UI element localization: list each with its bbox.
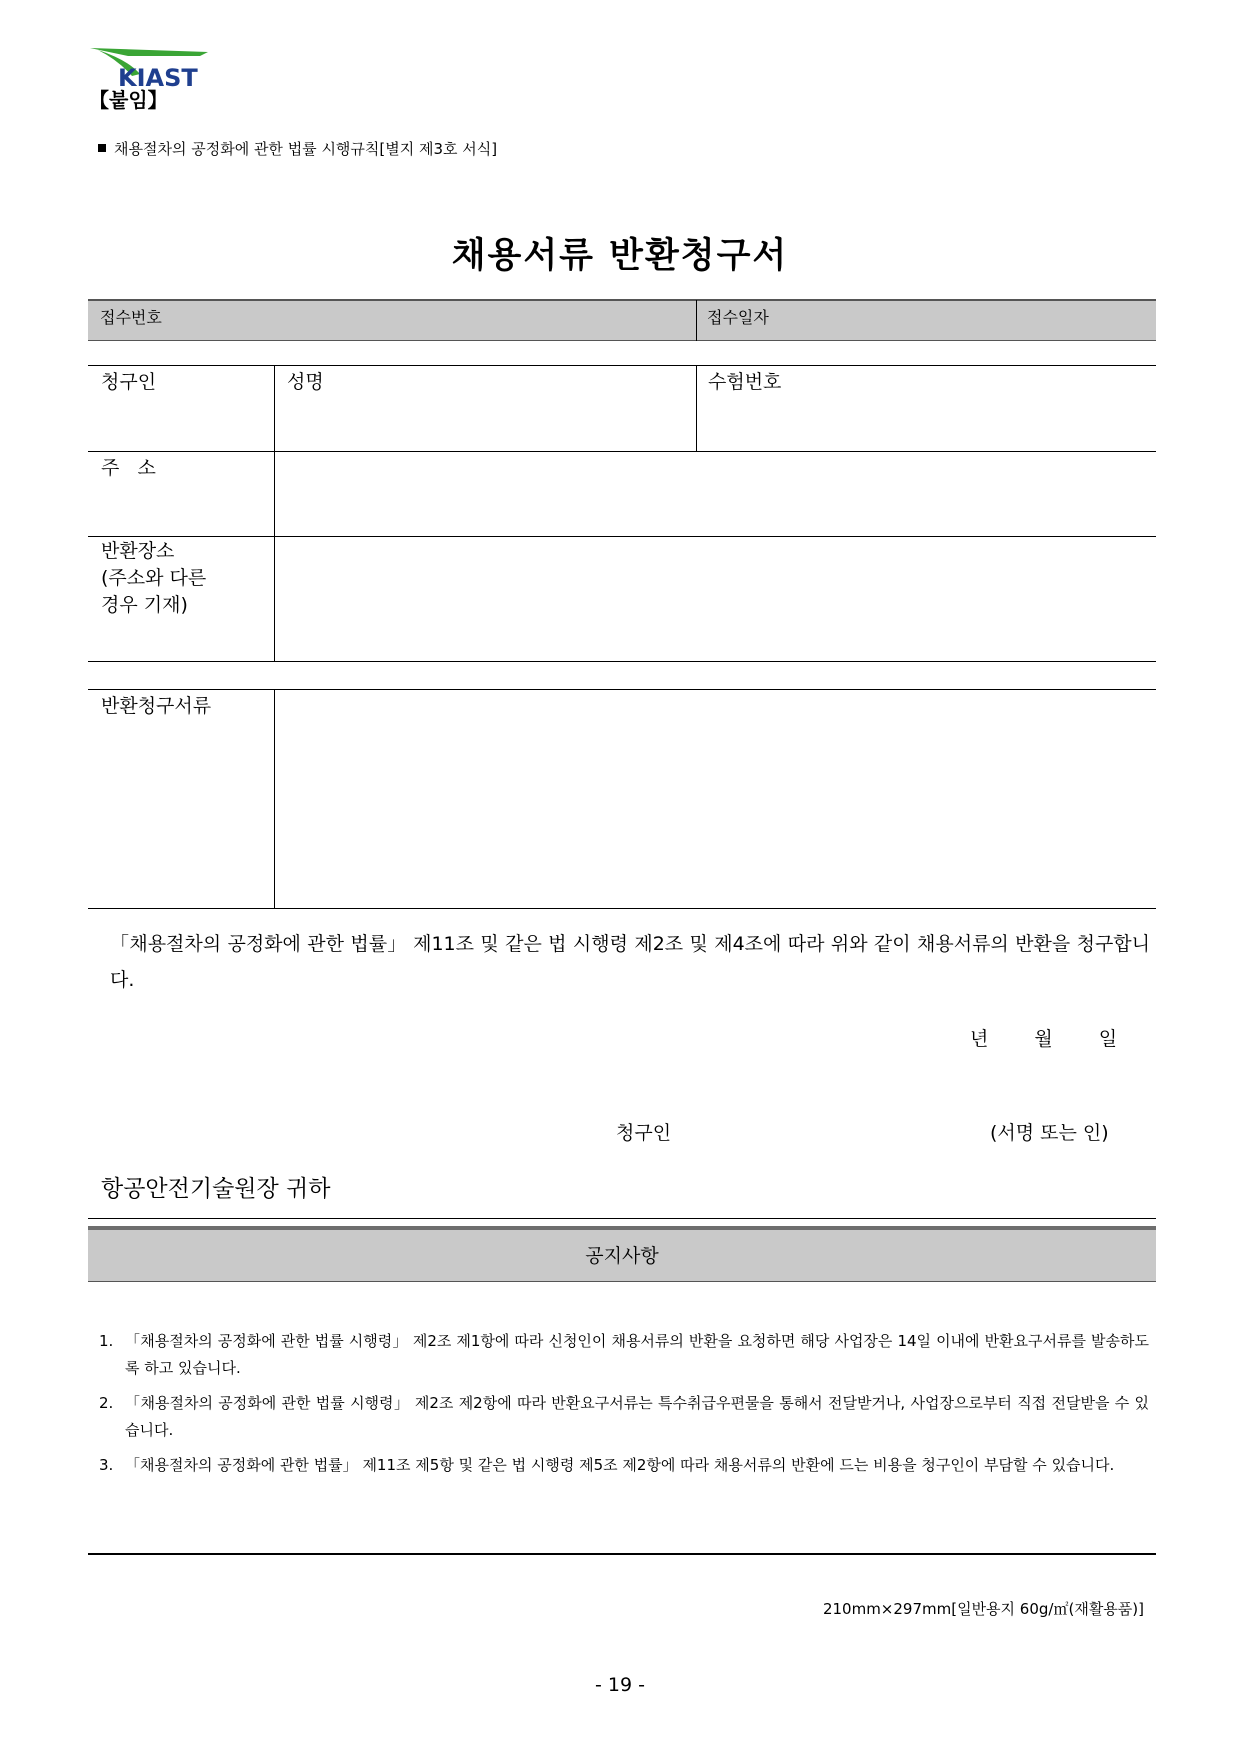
law-reference-text: 채용절차의 공정화에 관한 법률 시행규칙[별지 제3호 서식] [114,140,498,158]
list-item [99,1452,1149,1479]
receipt-band [88,299,1156,341]
date-line: 년 월 일 [970,1028,1118,1050]
receipt-date-label: 접수일자 [707,308,769,327]
name-label: 성명 [287,371,324,393]
page-title: 채용서류 반환청구서 [451,236,789,276]
page-number: - 19 - [595,1674,645,1696]
law-reference [98,138,497,159]
documents-label: 반환청구서류 [101,695,212,717]
table-line [88,536,1156,537]
list-item-text: 「채용절차의 공정화에 관한 법률 시행령」 제2조 제1항에 따라 신청인이 채용서류의 반환을 요청하면 해당 사업장은 14일 이내에 반환요구서류를 발송하도록 하고 있습니다. [125,1332,1149,1377]
claimant-label: 청구인 [101,371,157,393]
attachment-label: 【붙임】 [89,88,168,112]
return-place-label-line3: 경우 기재) [101,594,188,616]
receipt-number-label: 접수번호 [100,308,162,327]
recipient-underline [88,1218,1156,1219]
table-line [88,689,1156,690]
list-item-number: 2. [99,1394,114,1412]
logo-text: KIAST [118,64,198,92]
square-bullet-icon [98,144,106,152]
address-label: 주 소 [101,457,156,479]
table-line [88,451,1156,452]
receipt-divider [696,300,697,341]
list-item [99,1328,1149,1382]
table-line [88,661,1156,662]
table-divider [274,690,275,908]
table-divider [696,366,697,451]
return-place-label-line2: (주소와 다른 [101,567,207,589]
notice-title: 공지사항 [88,1226,1156,1282]
list-item-number: 3. [99,1456,114,1474]
signature-label: (서명 또는 인) [990,1122,1109,1144]
notice-list [99,1328,1149,1487]
requester-label: 청구인 [616,1122,672,1144]
recipient: 항공안전기술원장 귀하 [101,1176,331,1202]
list-item-text: 「채용절차의 공정화에 관한 법률」 제11조 제5항 및 같은 법 시행령 제5조 제2항에 따라 채용서류의 반환에 드는 비용을 청구인이 부담할 수 있습니다. [125,1456,1115,1474]
request-statement: 「채용절차의 공정화에 관한 법률」 제11조 및 같은 법 시행령 제2조 및 제4조에 따라 위와 같이 채용서류의 반환을 청구합니다. [110,933,1150,991]
table-divider [274,366,275,661]
table-line [88,365,1156,366]
footer-divider [88,1553,1156,1555]
table-line [88,908,1156,909]
exam-number-label: 수험번호 [708,371,782,393]
list-item-text: 「채용절차의 공정화에 관한 법률 시행령」 제2조 제2항에 따라 반환요구서류는 특수취급우편물을 통해서 전달받거나, 사업장으로부터 직접 전달받을 수 있습니다. [125,1394,1149,1439]
list-item-number: 1. [99,1332,114,1350]
list-item [99,1390,1149,1444]
return-place-label-line1: 반환장소 [101,540,175,562]
paper-size: 210mm×297mm[일반용지 60g/㎡(재활용품)] [822,1600,1144,1618]
return-place-label [101,538,206,619]
